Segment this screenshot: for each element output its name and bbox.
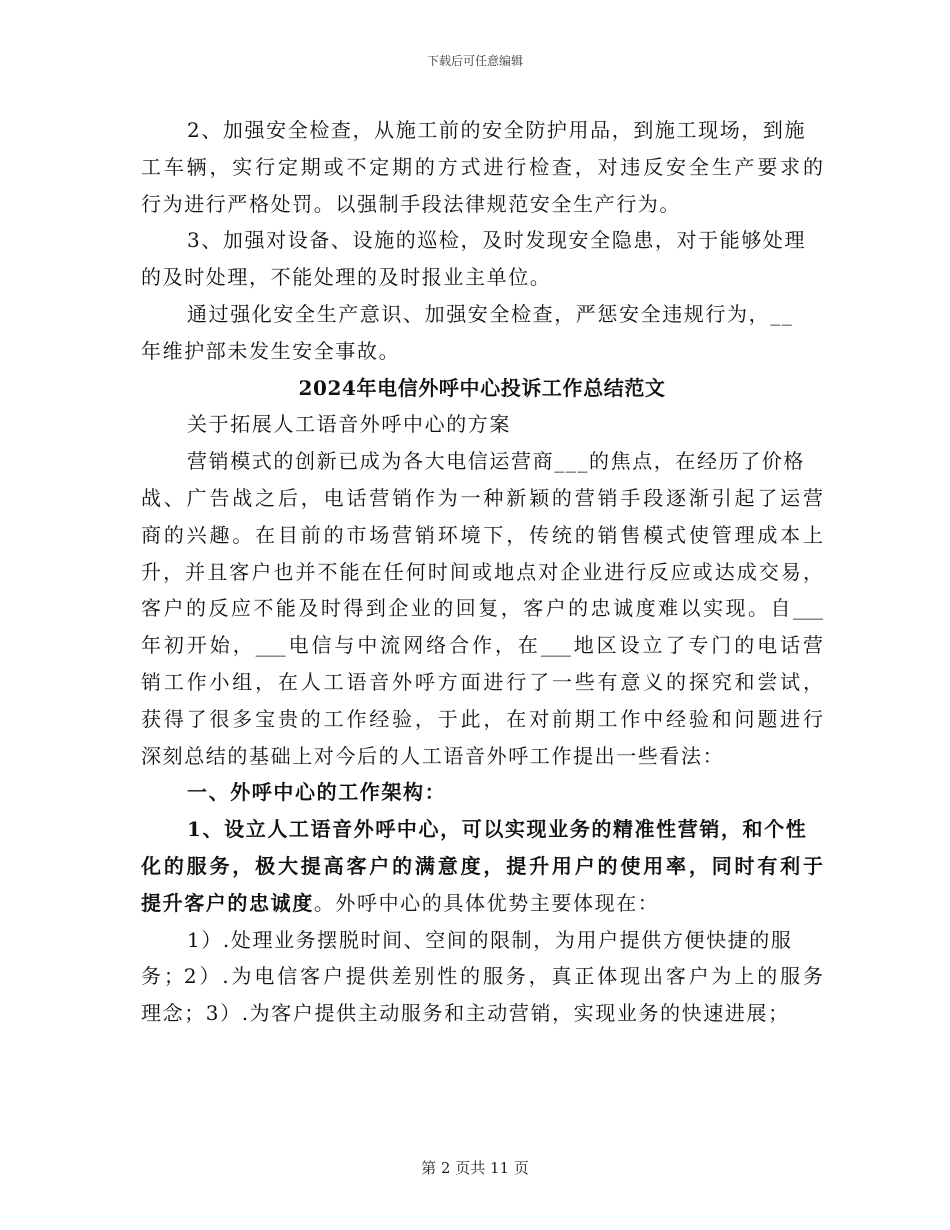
bold-paragraph-line: 1、设立人工语音外呼中心，可以实现业务的精准性营销，和个性 xyxy=(187,817,808,842)
paragraph-line: 的及时处理，不能处理的及时报业主单位。 xyxy=(141,265,552,290)
paragraph-line: 营销模式的创新已成为各大电信运营商___的焦点，在经历了价格 xyxy=(187,449,805,474)
paragraph-line: 关于拓展人工语音外呼中心的方案 xyxy=(187,412,511,437)
paragraph-line: 3、加强对设备、设施的巡检，及时发现安全隐患，对于能够处理 xyxy=(187,228,807,253)
paragraph-line: 升，并且客户也并不能在任何时间或地点对企业进行反应或达成交易， xyxy=(141,559,823,584)
page-header: 下载后可任意编辑 xyxy=(426,54,523,68)
document-body xyxy=(141,112,823,1032)
paragraph-line: 销工作小组，在人工语音外呼方面进行了一些有意义的探究和尝试， xyxy=(141,669,823,694)
paragraph-line: 2、加强安全检查，从施工前的安全防护用品，到施工现场，到施 xyxy=(187,118,807,142)
paragraph-line: 年维护部未发生安全事故。 xyxy=(141,338,401,363)
page-footer: 第 2 页共 11 页 xyxy=(421,1159,529,1177)
paragraph-line: 行为进行严格处罚。以强制手段法律规范安全生产行为。 xyxy=(141,191,681,216)
paragraph-line: 获得了很多宝贵的工作经验，于此，在对前期工作中经验和问题进行 xyxy=(141,706,823,731)
paragraph-line: 客户的反应不能及时得到企业的回复，客户的忠诚度难以实现。自___ xyxy=(141,596,823,621)
paragraph-line: 战、广告战之后，电话营销作为一种新颖的营销手段逐渐引起了运营 xyxy=(141,485,823,510)
section-title: 2024年电信外呼中心投诉工作总结范文 xyxy=(298,375,666,400)
bold-paragraph-line: 化的服务，极大提高客户的满意度，提升用户的使用率，同时有利于 xyxy=(141,853,823,878)
paragraph-line: 理念；3）.为客户提供主动服务和主动营销，实现业务的快速进展； xyxy=(141,1001,790,1026)
paragraph-line xyxy=(141,885,823,922)
section-heading: 一、外呼中心的工作架构： xyxy=(187,780,447,805)
paragraph-line: 工车辆，实行定期或不定期的方式进行检查，对违反安全生产要求的 xyxy=(141,154,823,179)
paragraph-line: 年初开始，___电信与中流网络合作，在___地区设立了专门的电话营 xyxy=(141,633,823,658)
bold-phrase: 提升客户的忠诚度 xyxy=(141,890,314,915)
paragraph-line: 深刻总结的基础上对今后的人工语音外呼工作提出一些看法： xyxy=(141,743,725,768)
paragraph-line: 1）.处理业务摆脱时间、空间的限制，为用户提供方便快捷的服 xyxy=(187,927,793,952)
paragraph-line: 商的兴趣。在目前的市场营销环境下，传统的销售模式使管理成本上 xyxy=(141,522,823,547)
paragraph-line: 务；2）.为电信客户提供差别性的服务，真正体现出客户为上的服务 xyxy=(141,964,823,989)
paragraph-line: 通过强化安全生产意识、加强安全检查，严惩安全违规行为，__ xyxy=(187,301,794,326)
paragraph-line-rest: 。外呼中心的具体优势主要体现在： xyxy=(313,890,660,915)
